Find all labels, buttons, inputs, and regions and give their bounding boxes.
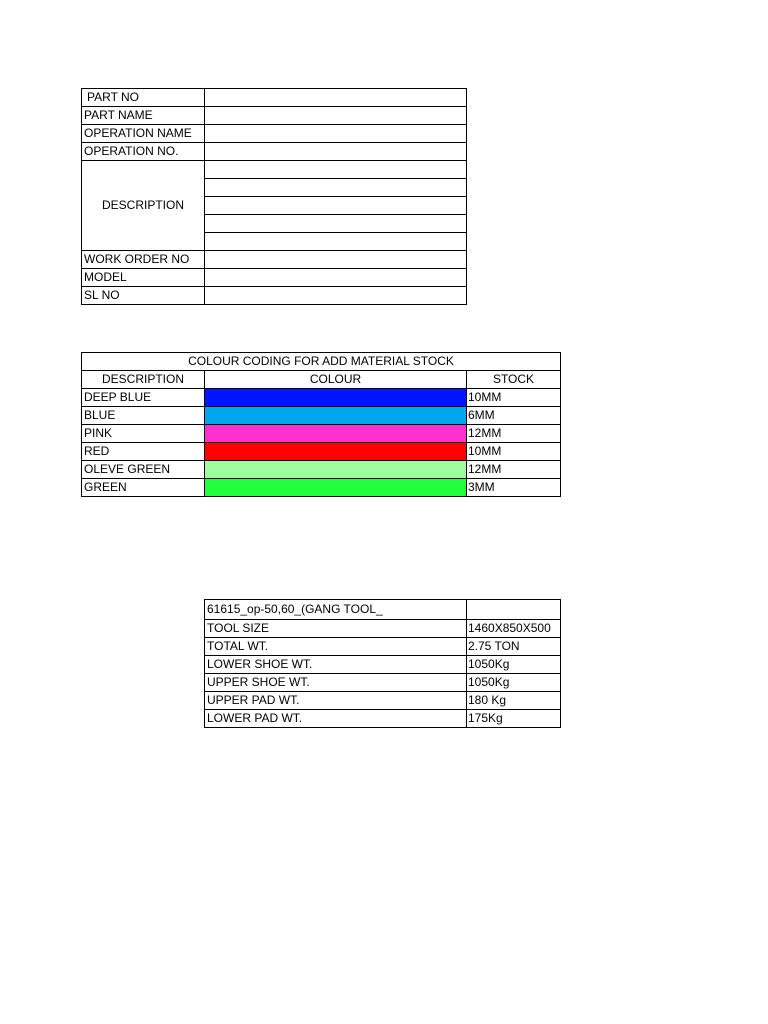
part-name-row <box>82 107 467 125</box>
table-row <box>205 710 561 728</box>
operation-no-row <box>82 143 467 161</box>
sl-no-value <box>205 287 467 305</box>
spec-value: 1050Kg <box>467 674 561 692</box>
colour-description: OLEVE GREEN <box>82 461 205 479</box>
table-row <box>82 425 561 443</box>
colour-stock: 3MM <box>467 479 561 497</box>
operation-name-label: OPERATION NAME <box>82 125 205 143</box>
description-line-1 <box>205 161 467 179</box>
tool-specs-table <box>204 599 561 728</box>
model-value <box>205 269 467 287</box>
spec-label: UPPER PAD WT. <box>205 692 467 710</box>
operation-name-value <box>205 125 467 143</box>
table-row <box>82 389 561 407</box>
work-order-no-label: WORK ORDER NO <box>82 251 205 269</box>
description-label: DESCRIPTION <box>82 161 205 251</box>
colour-description: DEEP BLUE <box>82 389 205 407</box>
description-line-3 <box>205 197 467 215</box>
colour-stock: 10MM <box>467 389 561 407</box>
work-order-no-row <box>82 251 467 269</box>
colour-description: RED <box>82 443 205 461</box>
colour-coding-title: COLOUR CODING FOR ADD MATERIAL STOCK <box>82 353 561 371</box>
operation-no-value <box>205 143 467 161</box>
colour-coding-table <box>81 352 561 497</box>
tool-title-row <box>205 600 561 620</box>
colour-swatch <box>205 479 467 497</box>
spec-label: TOTAL WT. <box>205 638 467 656</box>
work-order-no-value <box>205 251 467 269</box>
tool-title: 61615_op-50,60_(GANG TOOL_ <box>205 600 467 620</box>
description-header: DESCRIPTION <box>82 371 205 389</box>
part-no-row <box>82 89 467 107</box>
spec-value: 2.75 TON <box>467 638 561 656</box>
part-name-value <box>205 107 467 125</box>
colour-description: GREEN <box>82 479 205 497</box>
table-row <box>82 479 561 497</box>
table-row <box>82 443 561 461</box>
colour-swatch <box>205 425 467 443</box>
colour-stock: 10MM <box>467 443 561 461</box>
spec-value: 175Kg <box>467 710 561 728</box>
part-info-table <box>81 88 467 305</box>
operation-name-row <box>82 125 467 143</box>
table-row <box>205 674 561 692</box>
model-label: MODEL <box>82 269 205 287</box>
spec-value: 1460X850X500 <box>467 620 561 638</box>
colour-stock: 6MM <box>467 407 561 425</box>
description-row <box>82 161 467 179</box>
colour-stock: 12MM <box>467 425 561 443</box>
table-row <box>205 656 561 674</box>
colour-description: BLUE <box>82 407 205 425</box>
description-line-5 <box>205 233 467 251</box>
colour-stock: 12MM <box>467 461 561 479</box>
colour-coding-title-row <box>82 353 561 371</box>
spec-value: 1050Kg <box>467 656 561 674</box>
colour-swatch <box>205 443 467 461</box>
description-line-2 <box>205 179 467 197</box>
part-name-label: PART NAME <box>82 107 205 125</box>
table-row <box>82 407 561 425</box>
description-line-4 <box>205 215 467 233</box>
spec-value: 180 Kg <box>467 692 561 710</box>
stock-header: STOCK <box>467 371 561 389</box>
spec-label: LOWER PAD WT. <box>205 710 467 728</box>
colour-swatch <box>205 407 467 425</box>
spec-label: LOWER SHOE WT. <box>205 656 467 674</box>
table-row <box>82 461 561 479</box>
part-no-value <box>205 89 467 107</box>
part-no-label: PART NO <box>82 89 205 107</box>
sl-no-row <box>82 287 467 305</box>
colour-swatch <box>205 461 467 479</box>
table-row <box>205 692 561 710</box>
model-row <box>82 269 467 287</box>
sl-no-label: SL NO <box>82 287 205 305</box>
colour-swatch <box>205 389 467 407</box>
operation-no-label: OPERATION NO. <box>82 143 205 161</box>
table-row <box>205 620 561 638</box>
spec-label: UPPER SHOE WT. <box>205 674 467 692</box>
table-row <box>205 638 561 656</box>
colour-header: COLOUR <box>205 371 467 389</box>
spec-label: TOOL SIZE <box>205 620 467 638</box>
colour-description: PINK <box>82 425 205 443</box>
colour-coding-header-row <box>82 371 561 389</box>
tool-title-value <box>467 600 561 620</box>
